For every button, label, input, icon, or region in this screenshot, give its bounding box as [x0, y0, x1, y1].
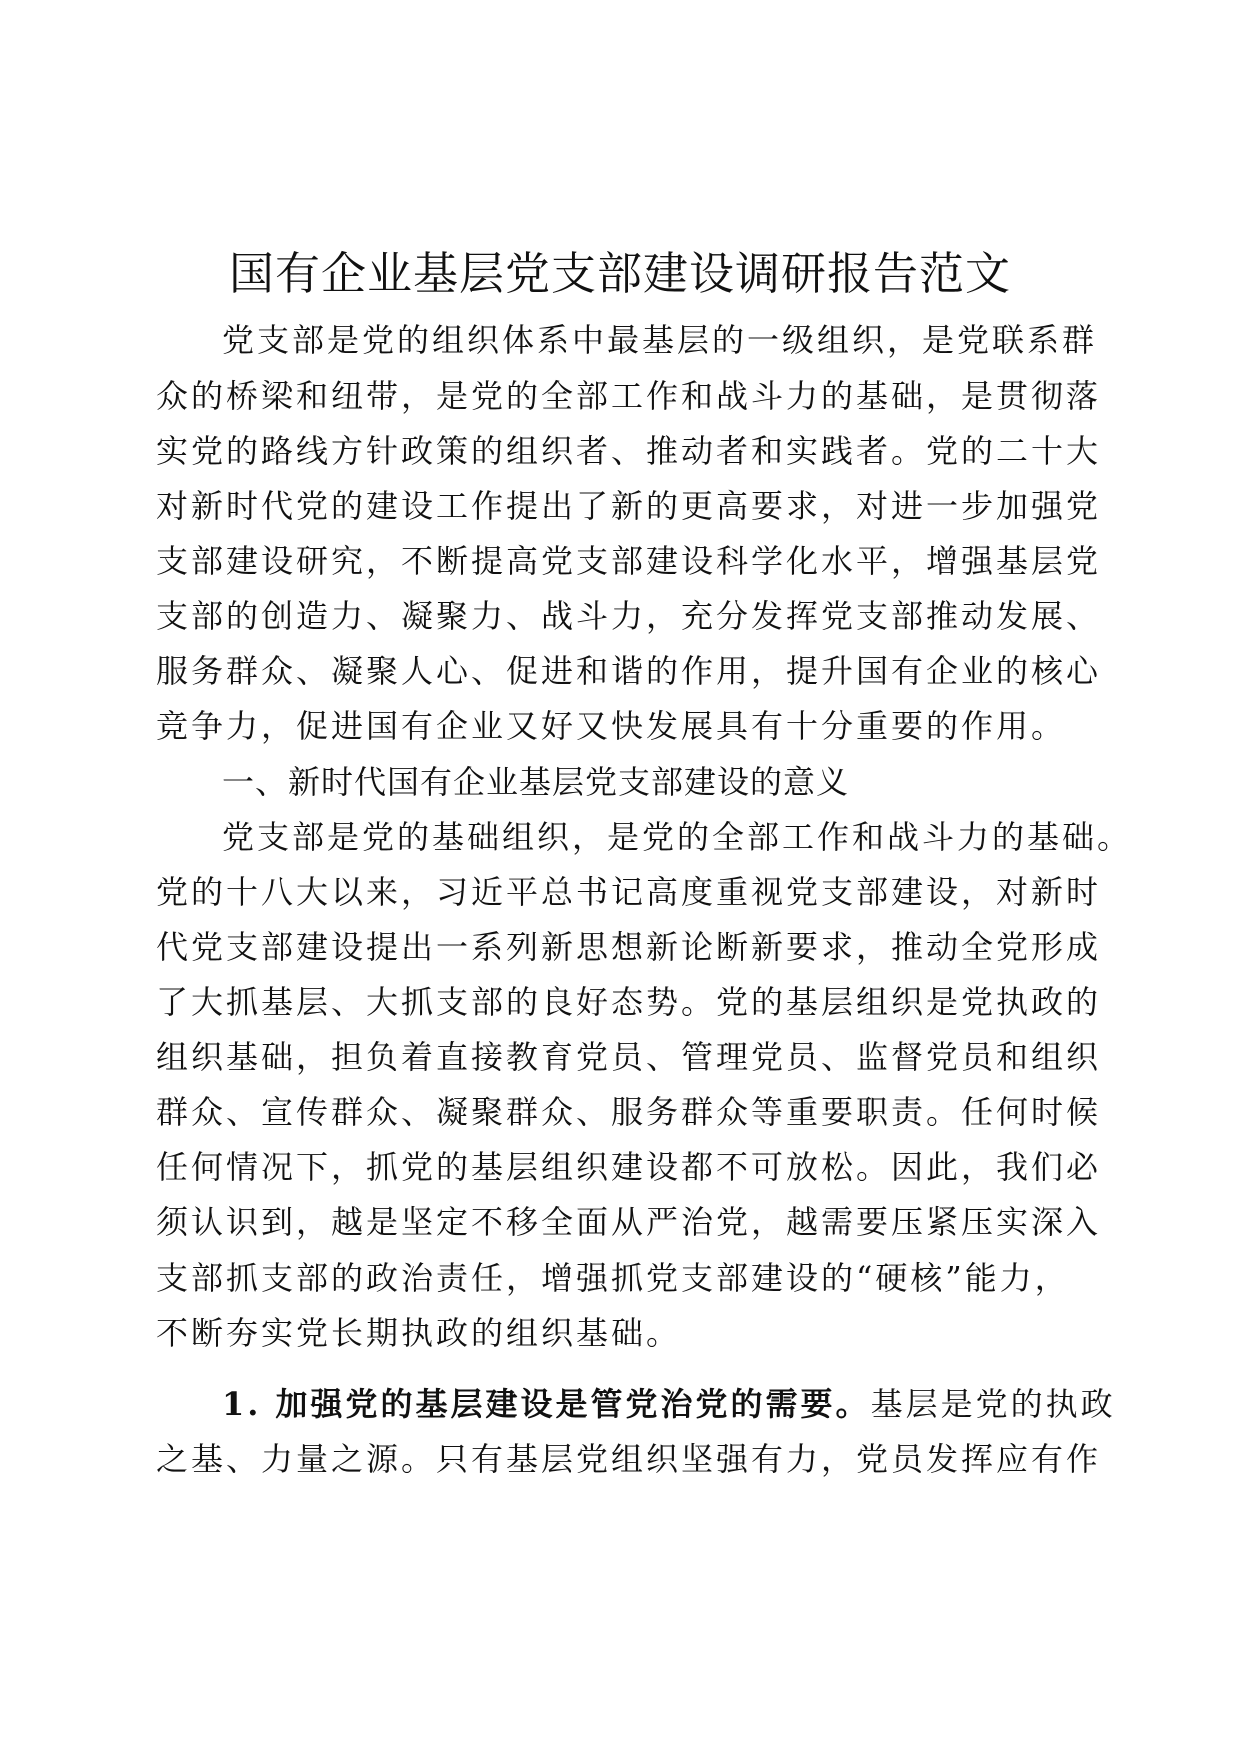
section-line-7: 任何情况下，抓党的基层组织建设都不可放松。因此，我们必: [156, 1148, 1102, 1186]
section-line-1: 党支部是党的基础组织，是党的全部工作和战斗力的基础。: [222, 818, 1133, 856]
section-heading: 一、新时代国有企业基层党支部建设的意义: [222, 763, 850, 801]
point-heading: 1. 加强党的基层建设是管党治党的需要。: [222, 1385, 871, 1423]
section-line-9: 支部抓支部的政治责任，增强抓党支部建设的“硬核”能力，: [156, 1259, 1070, 1297]
section-line-4: 了大抓基层、大抓支部的良好态势。党的基层组织是党执政的: [156, 983, 1102, 1021]
section-line-6: 群众、宣传群众、凝聚群众、服务群众等重要职责。任何时候: [156, 1093, 1102, 1131]
point-text: 基层是党的执政: [870, 1385, 1116, 1423]
intro-line-7: 服务群众、凝聚人心、促进和谐的作用，提升国有企业的核心: [156, 652, 1102, 690]
intro-line-5: 支部建设研究，不断提高党支部建设科学化水平，增强基层党: [156, 542, 1102, 580]
intro-line-6: 支部的创造力、凝聚力、战斗力，充分发挥党支部推动发展、: [156, 597, 1102, 635]
section-line-8: 须认识到，越是坚定不移全面从严治党，越需要压紧压实深入: [156, 1203, 1102, 1241]
section-line-5: 组织基础，担负着直接教育党员、管理党员、监督党员和组织: [156, 1038, 1102, 1076]
intro-line-3: 实党的路线方针政策的组织者、推动者和实践者。党的二十大: [156, 432, 1102, 470]
section-line-2: 党的十八大以来，习近平总书记高度重视党支部建设，对新时: [156, 873, 1102, 911]
intro-line-2: 众的桥梁和纽带，是党的全部工作和战斗力的基础，是贯彻落: [156, 377, 1102, 415]
document-title: 国有企业基层党支部建设调研报告范文: [228, 247, 1011, 300]
intro-line-4: 对新时代党的建设工作提出了新的更高要求，对进一步加强党: [156, 487, 1102, 525]
section-line-10: 不断夯实党长期执政的组织基础。: [156, 1314, 682, 1352]
section-line-3: 代党支部建设提出一系列新思想新论断新要求，推动全党形成: [156, 928, 1102, 966]
point-line-2: 之基、力量之源。只有基层党组织坚强有力，党员发挥应有作: [156, 1440, 1102, 1478]
point-line-1: [222, 1382, 1116, 1426]
intro-line-1: 党支部是党的组织体系中最基层的一级组织，是党联系群: [222, 321, 1098, 359]
intro-line-8: 竞争力，促进国有企业又好又快发展具有十分重要的作用。: [156, 707, 1067, 745]
